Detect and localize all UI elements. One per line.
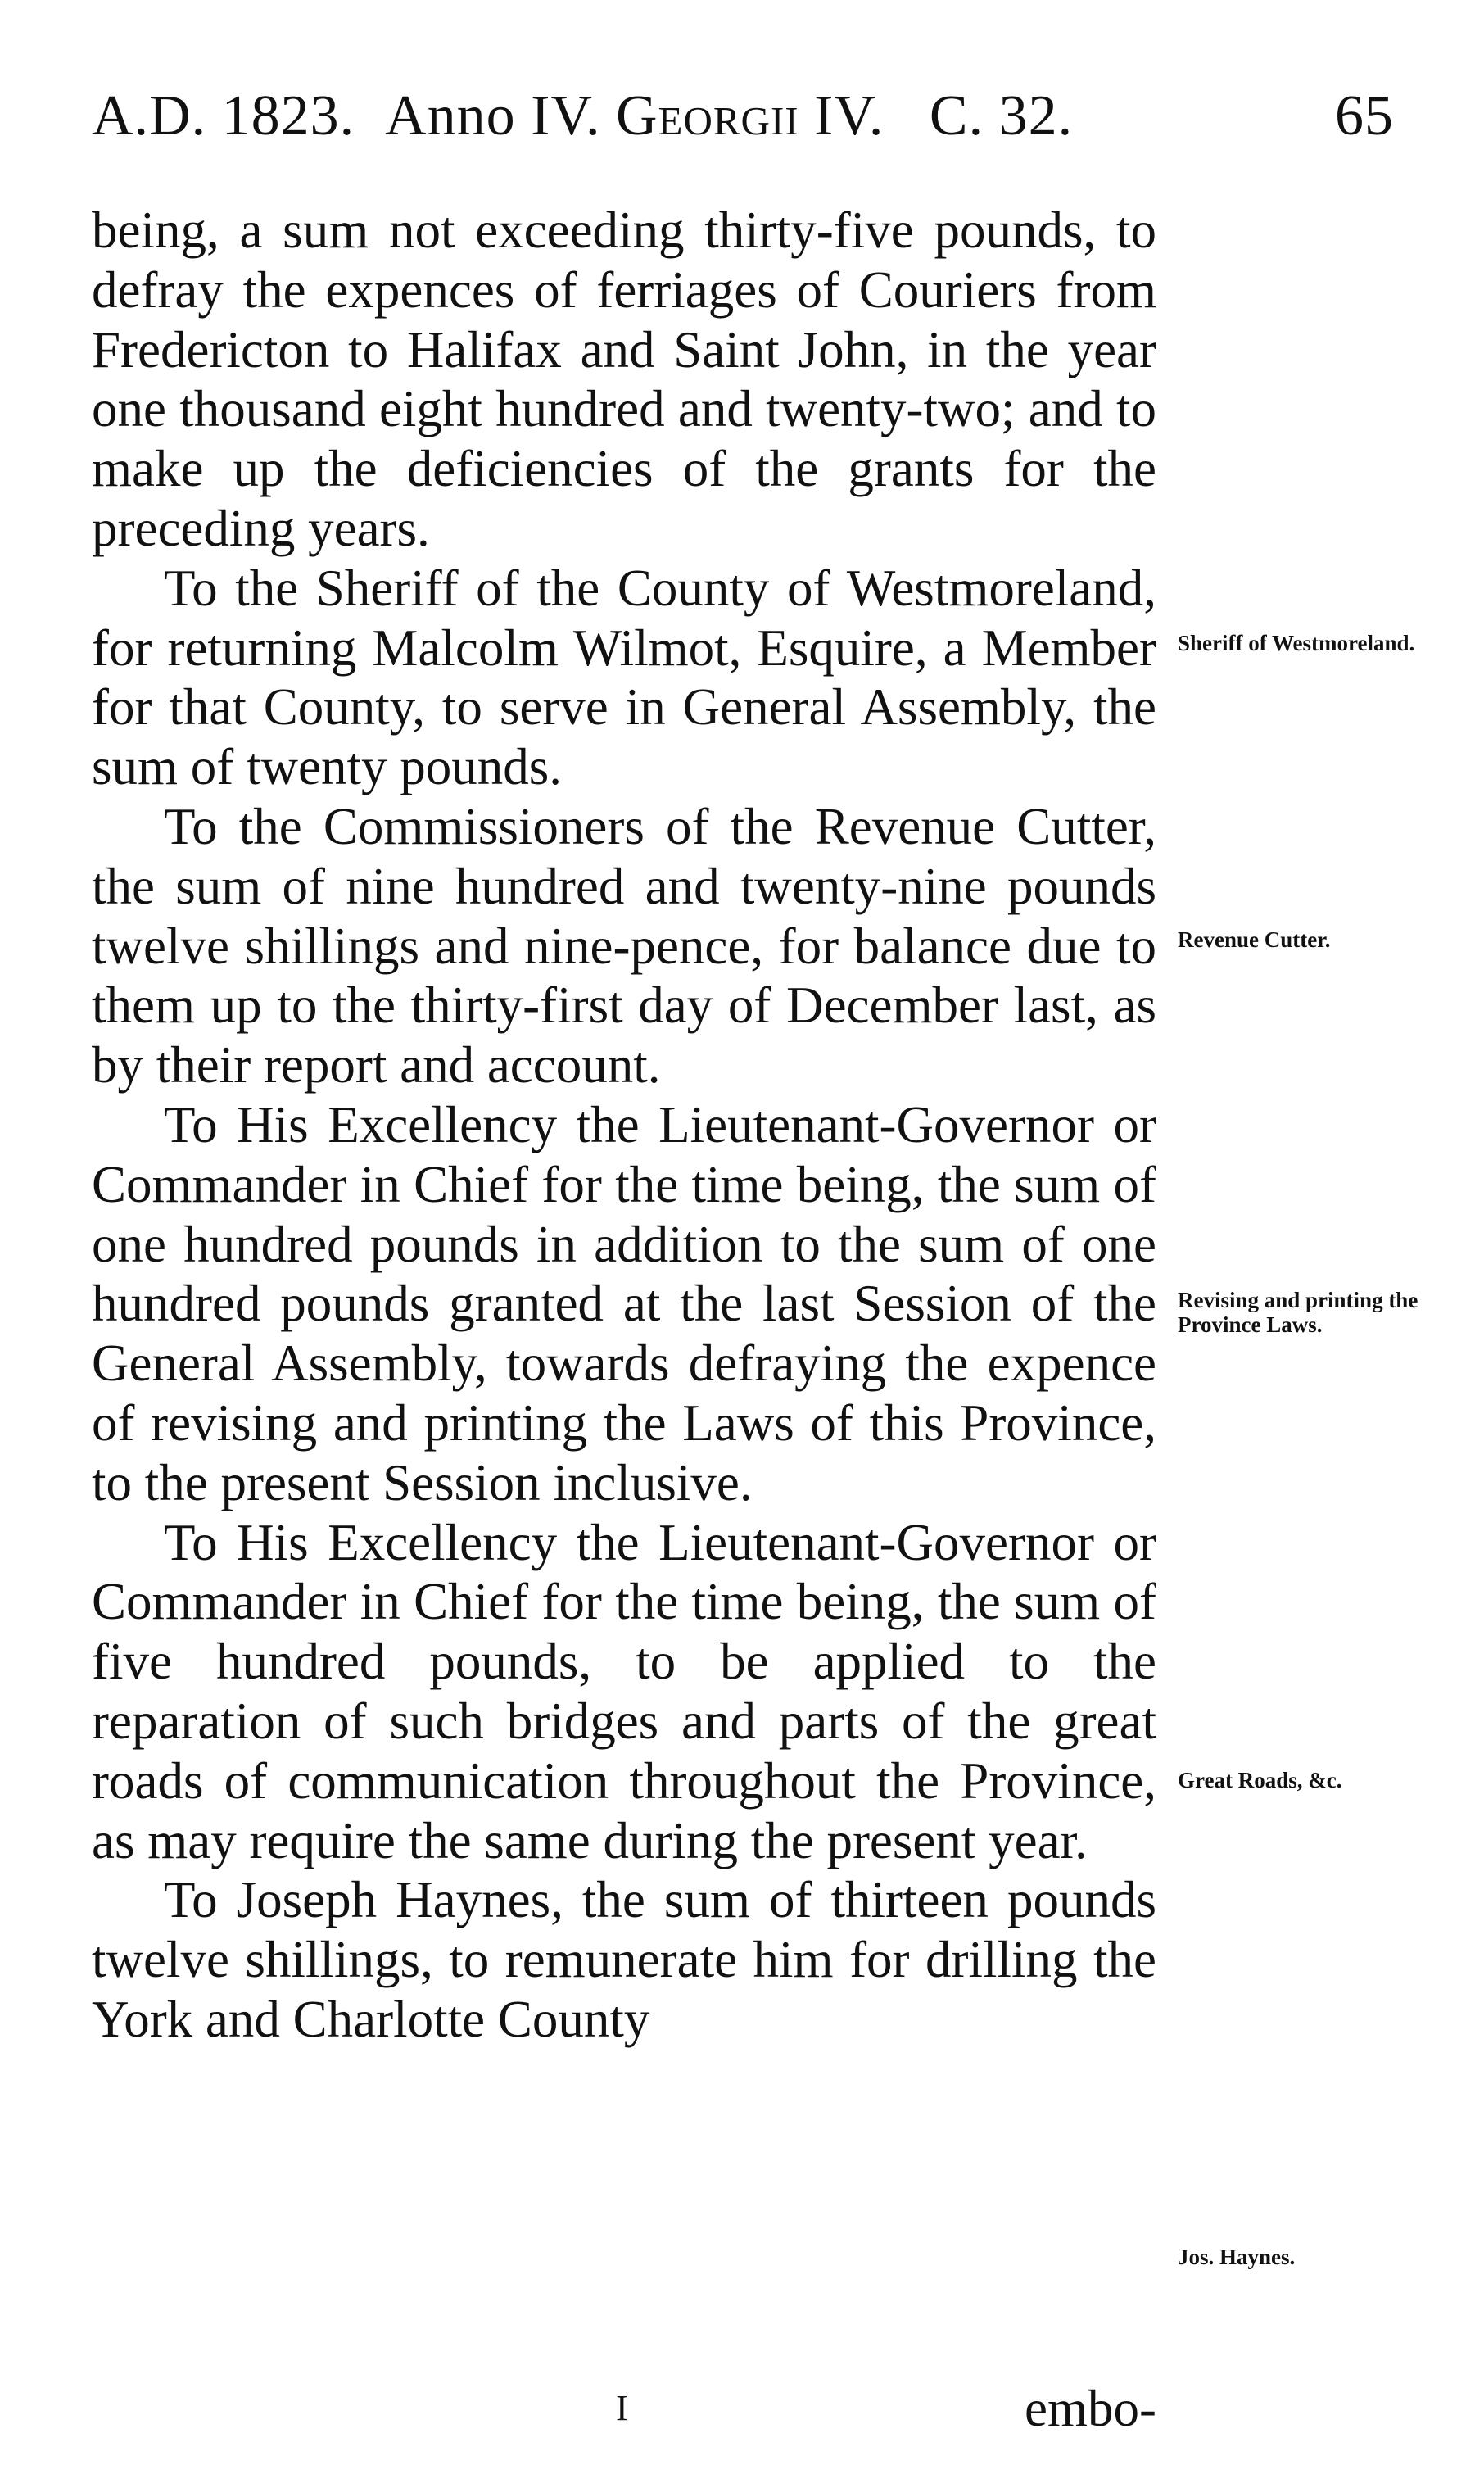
body-text <box>92 201 1156 2050</box>
margin-note-revenue-cutter: Revenue Cutter. <box>1178 927 1331 952</box>
paragraph-ferriages: being, a sum not exceeding thirty-five pounds, to defray the expences of ferriages of Couriers from Fredericton to Halifax and Saint John, in the year one thousand eight hundred and twenty-two; and to make up the deficiencies of the grants for the preceding years. <box>92 202 1156 557</box>
header-reign: Georgii IV. <box>616 84 885 147</box>
signature-mark: I <box>616 2388 628 2428</box>
catchword: embo- <box>1025 2380 1156 2437</box>
header-anno: Anno IV. <box>385 84 601 147</box>
margin-note-sheriff: Sheriff of Westmoreland. <box>1178 631 1415 655</box>
header-year: A.D. 1823. <box>92 84 355 147</box>
paragraph-great-roads: To His Excellency the Lieutenant-Governor or Commander in Chief for the time being, the sum of five hundred pounds, to be applied to the reparation of such bridges and parts of the great roads of communication throughout the Province, as may require the same during the present year. <box>92 1513 1156 1869</box>
page-number: 65 <box>1335 84 1394 147</box>
margin-note-haynes: Jos. Haynes. <box>1178 2245 1296 2269</box>
paragraph-revising-laws: To His Excellency the Lieutenant-Governor or Commander in Chief for the time being, the sum of one hundred pounds in addition to the sum of one hundred pounds granted at the last Session of the General Assembly, towards defraying the expence of revising and printing the Laws of this Province, to the present Session inclusive. <box>92 1095 1156 1511</box>
margin-note-great-roads: Great Roads, &c. <box>1178 1768 1342 1792</box>
margin-note-revising-laws: Revising and printing the Province Laws. <box>1178 1288 1418 1337</box>
header-chapter: C. 32. <box>929 84 1074 147</box>
header-left <box>92 75 1073 157</box>
paragraph-haynes: To Joseph Haynes, the sum of thirteen pounds twelve shillings, to remunerate him for drilling the York and Charlotte County <box>92 1871 1156 2048</box>
paragraph-sheriff: To the Sheriff of the County of Westmoreland, for returning Malcolm Wilmot, Esquire, a Member for that County, to serve in General Assembly, the sum of twenty pounds. <box>92 559 1156 796</box>
page-footer <box>92 2376 1156 2441</box>
paragraph-revenue-cutter: To the Commissioners of the Revenue Cutter, the sum of nine hundred and twenty-nine pounds twelve shillings and nine-pence, for balance due to them up to the thirty-first day of December last, as by their report and account. <box>92 797 1156 1094</box>
running-header <box>92 75 1418 157</box>
